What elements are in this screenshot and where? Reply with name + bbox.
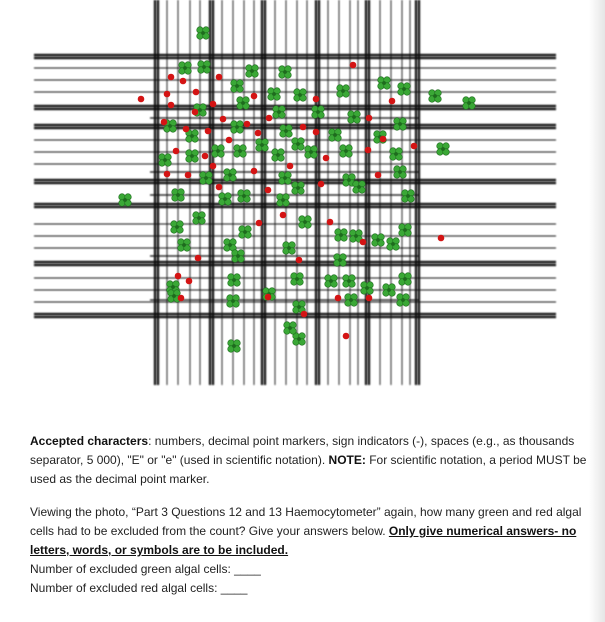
red-algal-cell [186,278,193,285]
green-algal-cell [179,62,192,75]
green-algal-cell [343,275,356,288]
red-algal-cell [251,168,258,175]
answer-green-label: Number of excluded green algal cells: ____ [30,562,261,576]
green-algal-cell [234,145,247,158]
green-algal-cell [353,181,366,194]
green-algal-cell [197,27,210,40]
red-algal-cell [265,294,272,301]
green-algal-cell [159,154,172,167]
red-algal-cell [175,273,182,280]
green-algal-cell [291,273,304,286]
red-algal-cell [185,172,192,179]
red-algal-cell [173,148,180,155]
red-algal-cell [296,257,303,264]
red-algal-cell [287,163,294,170]
green-algal-cell [325,275,338,288]
green-algal-cell [293,333,306,346]
red-algal-cell [192,109,199,116]
note-text: For scientific notation, a period MUST be used as the decimal point marker. [30,453,587,486]
green-algal-cell [239,226,252,239]
green-algal-cell [345,294,358,307]
green-algal-cell [219,193,232,206]
red-algal-cell [226,137,233,144]
green-algal-cell [119,194,132,207]
green-algal-cell [178,239,191,252]
red-algal-cell [343,333,350,340]
red-algal-cell [195,255,202,262]
green-algal-cell [283,242,296,255]
green-algal-cell [238,190,251,203]
green-algal-cell [337,85,350,98]
green-algal-cell [463,97,476,110]
green-algal-cell [279,66,292,79]
red-algal-cell [438,235,445,242]
green-algal-cell [399,224,412,237]
green-algal-cell [292,138,305,151]
red-algal-cell [366,115,373,122]
red-algal-cell [300,124,307,131]
red-algal-cell [365,147,372,154]
red-algal-cell [202,153,209,160]
accepted-text: : numbers, decimal point markers, sign indicators (-), spaces (e.g., as thousands separator, 5 000), "E" or "e" (used in scientific notation). [30,434,575,467]
green-algal-cell [200,172,213,185]
red-algal-cell [216,184,223,191]
green-algal-cell [402,190,415,203]
green-algal-cell [228,340,241,353]
red-algal-cell [164,91,171,98]
red-algal-cell [360,239,367,246]
question-text [30,503,598,560]
green-algal-cell [398,83,411,96]
green-algal-cell [378,77,391,90]
red-algal-cell [280,212,287,219]
green-algal-cell [383,284,396,297]
red-algal-cell [205,128,212,135]
green-algal-cell [280,125,293,138]
green-algal-cell [224,169,237,182]
red-algal-cell [389,98,396,105]
green-algal-cell [246,65,259,78]
red-algal-cell [327,219,334,226]
red-algal-cell [168,102,175,109]
green-algal-cell [268,88,281,101]
red-algal-cell [178,295,185,302]
green-algal-cell [312,106,325,119]
green-algal-cell [237,97,250,110]
accepted-characters-note [30,432,598,489]
green-algal-cell [299,216,312,229]
red-algal-cell [366,295,373,302]
green-algal-cell [437,143,450,156]
green-algal-cell [361,282,374,295]
red-algal-cell [265,187,272,194]
question-panel [30,432,598,598]
red-algal-cell [168,74,175,81]
green-algal-cell [231,80,244,93]
red-algal-cell [255,130,262,137]
green-algal-cell [394,118,407,131]
green-algal-cell [305,146,318,159]
red-algal-cell [216,74,223,81]
green-algal-cell [171,221,184,234]
green-algal-cell [387,238,400,251]
question-emphasis: Only give numerical answers- no letters, words, or symbols are to be included. [30,524,577,557]
red-algal-cell [375,172,382,179]
question-body: Viewing the photo, “Part 3 Questions 12 and 13 Haemocytometer” again, how many green and red algal cells had to be excluded from the count? Give your answers below. [30,505,582,538]
red-algal-cell [313,129,320,136]
green-algal-cell [279,172,292,185]
red-algal-cell [313,96,320,103]
answer-red-label: Number of excluded red algal cells: ____ [30,581,248,595]
green-algal-cell [372,234,385,247]
green-algal-cell [397,294,410,307]
green-algal-cell [340,145,353,158]
green-algal-cell [399,273,412,286]
red-algal-cell [350,62,357,69]
green-algal-cell [429,90,442,103]
red-algal-cell [183,126,190,133]
green-algal-cell [277,194,290,207]
red-algal-cell [164,171,171,178]
accepted-label: Accepted characters [30,434,149,448]
red-algal-cell [335,295,342,302]
green-algal-cell [294,89,307,102]
green-algal-cell [394,166,407,179]
green-algal-cell [232,250,245,263]
page-edge-shadow [589,0,605,622]
red-algal-cell [411,143,418,150]
red-algal-cell [380,136,387,143]
red-algal-cell [301,311,308,318]
green-algal-cell [193,212,206,225]
red-algal-cell [220,116,227,123]
note-label: NOTE: [328,453,366,467]
green-algal-cell [186,150,199,163]
green-algal-cell [227,295,240,308]
green-algal-cell [224,239,237,252]
green-algal-cell [212,145,225,158]
red-algal-cell [266,115,273,122]
red-algal-cell [323,155,330,162]
green-algal-cell [273,106,286,119]
red-algal-cell [138,96,145,103]
green-algal-cell [231,121,244,134]
green-algal-cell [172,189,185,202]
red-algal-cell [318,181,325,188]
green-algal-cell [272,149,285,162]
red-algal-cell [161,119,168,126]
red-algal-cell [210,163,217,170]
green-algal-cell [390,148,403,161]
red-algal-cell [210,101,217,108]
green-algal-cell [329,129,342,142]
green-algal-cell [284,322,297,335]
red-algal-cell [180,78,187,85]
green-algal-cell [292,182,305,195]
red-algal-cell [251,93,258,100]
green-algal-cell [348,111,361,124]
red-algal-cell [193,89,200,96]
red-algal-cell [244,121,251,128]
green-algal-cell [256,139,269,152]
green-algal-cell [228,274,241,287]
green-algal-cell [334,254,347,267]
green-algal-cell [198,61,211,74]
green-algal-cell [335,229,348,242]
red-algal-cell [256,220,263,227]
